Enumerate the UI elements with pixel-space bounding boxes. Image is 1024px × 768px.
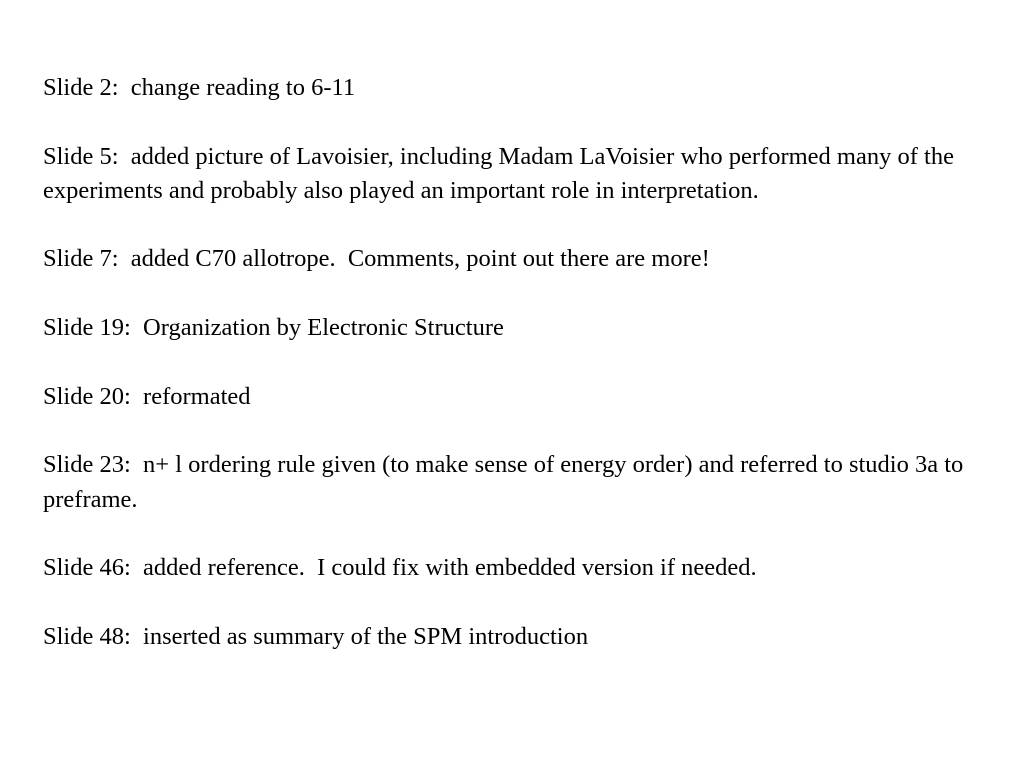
note-slide-2: Slide 2: change reading to 6-11 (43, 74, 356, 101)
note-slide-7: Slide 7: added C70 allotrope. Comments, point out there are more! (43, 245, 710, 273)
note-slide-5: Slide 5: added picture of Lavoisier, including Madam LaVoisier who performed many of the experiments and probably also played an important role in interpretation. (43, 142, 961, 204)
note-slide-19: Slide 19: Organization by Electronic Structure (43, 314, 504, 342)
slide-change-notes (43, 71, 983, 654)
note-slide-23: Slide 23: n+ l ordering rule given (to make sense of energy order) and referred to studio 3a to preframe. (43, 451, 970, 513)
note-slide-48: Slide 48: inserted as summary of the SPM introduction (43, 622, 589, 650)
note-slide-46: Slide 46: added reference. I could fix with embedded version if needed. (43, 554, 757, 582)
note-slide-20: Slide 20: reformated (43, 382, 251, 410)
